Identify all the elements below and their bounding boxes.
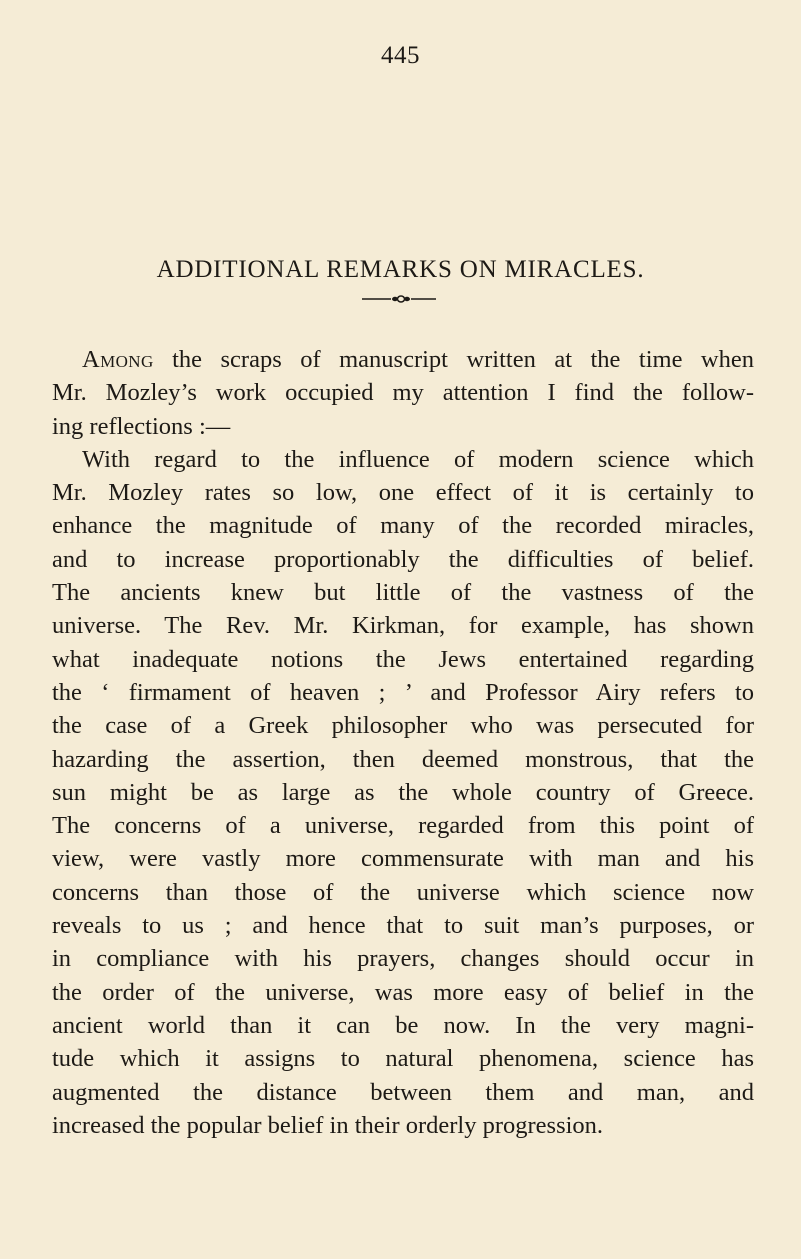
text-line: hazarding the assertion, then deemed monstrous, that the xyxy=(52,745,754,773)
small-caps-opening-word: Among xyxy=(82,346,154,373)
text-line: reveals to us ; and hence that to suit man’s purposes, or xyxy=(52,912,754,940)
text-line: the order of the universe, was more easy of belief in the xyxy=(52,978,754,1006)
text-line: universe. The Rev. Mr. Kirkman, for example, has shown xyxy=(52,612,754,640)
text-line: ancient world than it can be now. In the very magni- xyxy=(52,1011,754,1039)
text-line: view, were vastly more commensurate with man and his xyxy=(52,845,754,873)
text-line: Among the scraps of manuscript written at the time when xyxy=(82,346,754,373)
text-line: what inadequate notions the Jews entertained regarding xyxy=(52,645,754,673)
text-line: augmented the distance between them and man, and xyxy=(52,1078,754,1106)
text-line: in compliance with his prayers, changes should occur in xyxy=(52,945,754,973)
text-line: enhance the magnitude of many of the recorded miracles, xyxy=(52,512,754,540)
text-line: ing reflections :— xyxy=(52,412,231,440)
ornament-rule-icon xyxy=(360,294,438,304)
text-line: the ‘ firmament of heaven ; ’ and Professor Airy refers to xyxy=(52,678,754,706)
chapter-heading: ADDITIONAL REMARKS ON MIRACLES. xyxy=(156,256,645,283)
text-line: Mr. Mozley rates so low, one effect of it is certainly to xyxy=(52,479,754,507)
text-line: and to increase proportionably the difficulties of belief. xyxy=(52,545,754,573)
text-line: Mr. Mozley’s work occupied my attention I find the follow- xyxy=(52,379,754,407)
text-line: The concerns of a universe, regarded from this point of xyxy=(52,812,754,840)
body-text xyxy=(52,343,754,1142)
text-line: the case of a Greek philosopher who was persecuted for xyxy=(52,712,754,740)
text-line: With regard to the influence of modern science which xyxy=(82,445,754,473)
text-line: The ancients knew but little of the vastness of the xyxy=(52,579,754,607)
text-line: sun might be as large as the whole country of Greece. xyxy=(52,778,754,806)
text-line: concerns than those of the universe which science now xyxy=(52,878,754,906)
page-number: 445 xyxy=(381,42,420,69)
text-line: tude which it assigns to natural phenomena, science has xyxy=(52,1045,754,1073)
text-line: increased the popular belief in their orderly progression. xyxy=(52,1111,604,1139)
